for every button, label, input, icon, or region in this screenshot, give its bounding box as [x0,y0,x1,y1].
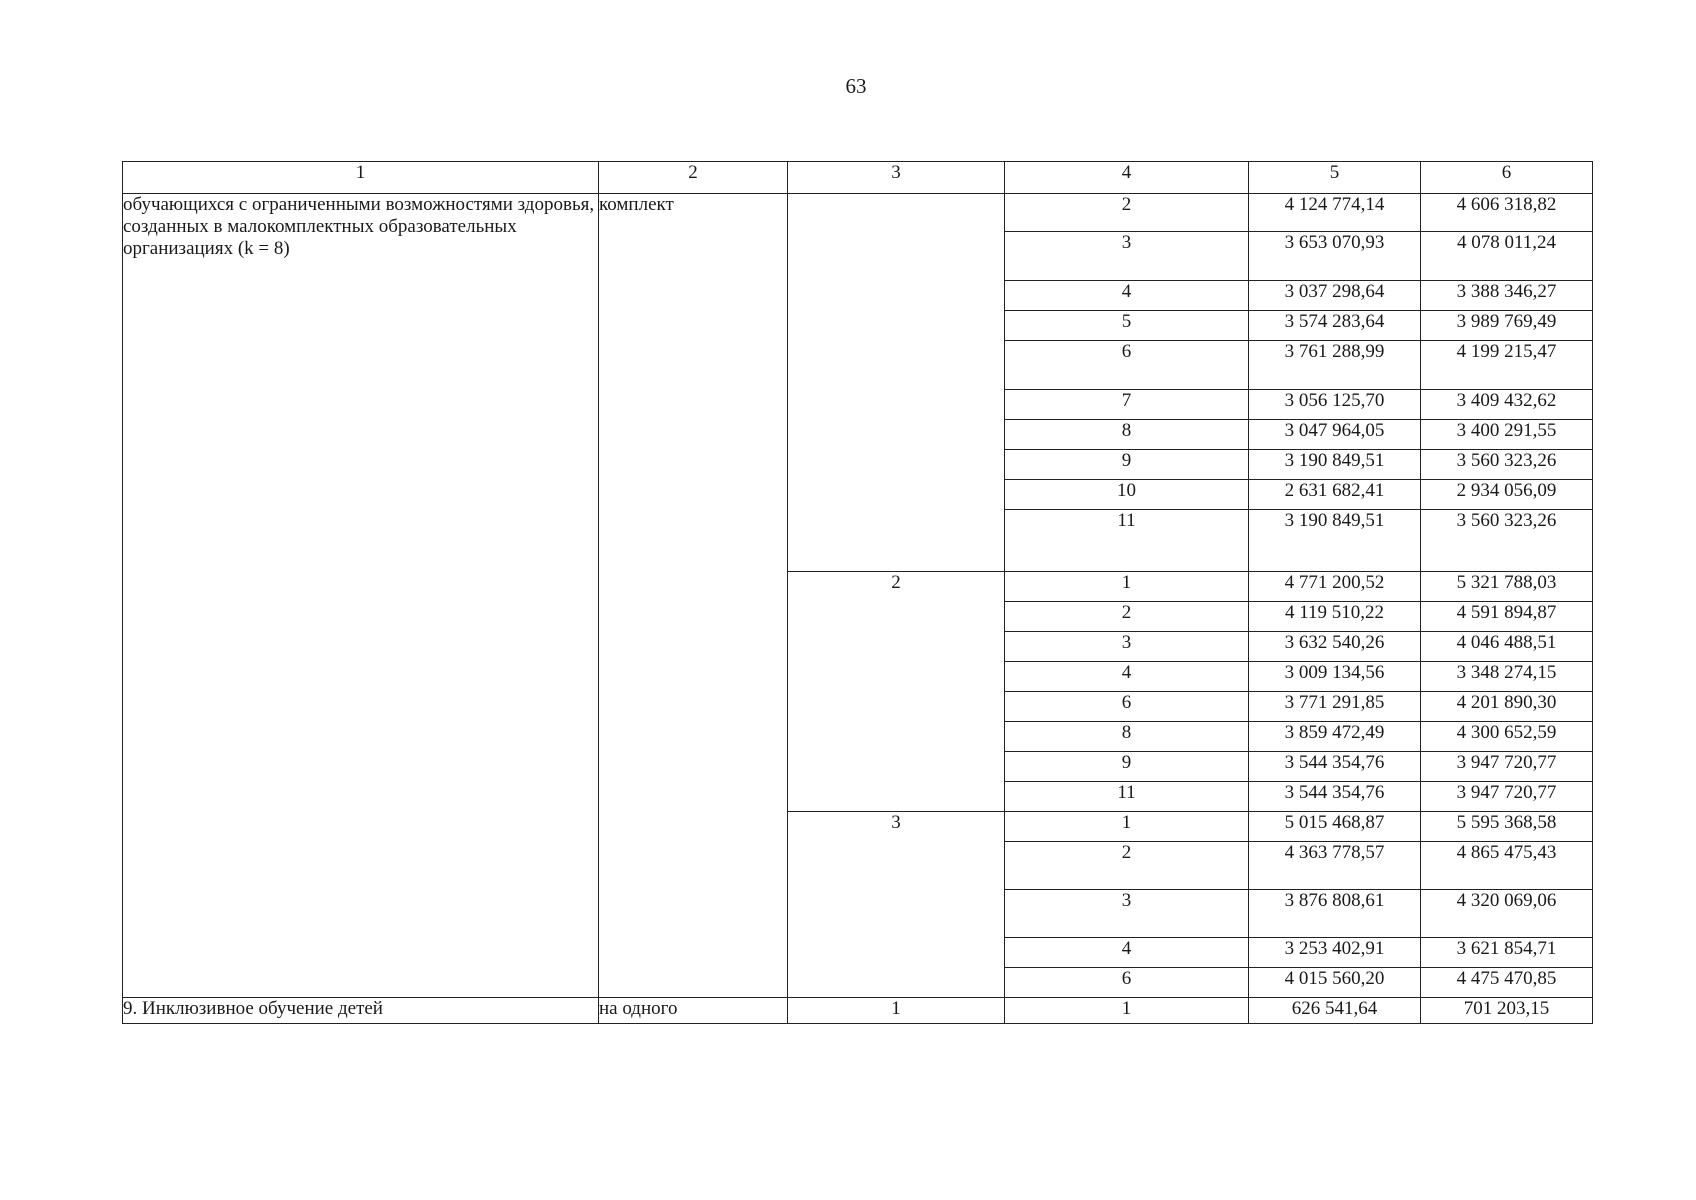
value-cell-5: 3 653 070,93 [1249,232,1421,281]
group-cell [788,194,1005,572]
group-cell: 1 [788,998,1005,1024]
number-cell: 3 [1005,890,1249,938]
value-cell-5: 4 015 560,20 [1249,968,1421,998]
page-number: 63 [845,74,867,98]
value-cell-5: 3 574 283,64 [1249,311,1421,341]
number-cell: 9 [1005,450,1249,480]
value-cell-5: 4 771 200,52 [1249,572,1421,602]
number-cell: 8 [1005,420,1249,450]
value-cell-5: 3 047 964,05 [1249,420,1421,450]
number-cell: 4 [1005,938,1249,968]
value-cell-6: 3 621 854,71 [1421,938,1593,968]
value-cell-5: 3 632 540,26 [1249,632,1421,662]
number-cell: 8 [1005,722,1249,752]
number-cell: 6 [1005,341,1249,390]
value-cell-6: 5 321 788,03 [1421,572,1593,602]
number-cell: 6 [1005,692,1249,722]
header-cell-3: 3 [788,162,1005,194]
value-cell-6: 3 989 769,49 [1421,311,1593,341]
description-cell: обучающихся с ограниченными возможностями здоровья, созданных в малокомплектных образовательных организациях (k = 8) [123,194,599,998]
header-row [123,162,1593,194]
number-cell: 7 [1005,390,1249,420]
table-row [123,194,1593,232]
value-cell-6: 4 475 470,85 [1421,968,1593,998]
value-cell-6: 3 409 432,62 [1421,390,1593,420]
table-row-last [123,998,1593,1024]
header-cell-5: 5 [1249,162,1421,194]
value-cell-6: 4 865 475,43 [1421,842,1593,890]
value-cell-6: 2 934 056,09 [1421,480,1593,510]
number-cell: 4 [1005,281,1249,311]
number-cell: 3 [1005,632,1249,662]
value-cell-6: 3 560 323,26 [1421,510,1593,572]
tariff-table [122,161,1593,1024]
number-cell: 10 [1005,480,1249,510]
value-cell-5: 2 631 682,41 [1249,480,1421,510]
value-cell-5: 4 119 510,22 [1249,602,1421,632]
value-cell-5: 3 761 288,99 [1249,341,1421,390]
value-cell-6: 4 199 215,47 [1421,341,1593,390]
value-cell-6: 3 348 274,15 [1421,662,1593,692]
value-cell-5: 3 190 849,51 [1249,510,1421,572]
value-cell-5: 5 015 468,87 [1249,812,1421,842]
number-cell: 1 [1005,572,1249,602]
value-cell-6: 3 388 346,27 [1421,281,1593,311]
number-cell: 11 [1005,782,1249,812]
value-cell-6: 4 591 894,87 [1421,602,1593,632]
description-cell: 9. Инклюзивное обучение детей [123,998,599,1024]
number-cell: 9 [1005,752,1249,782]
value-cell-5: 3 253 402,91 [1249,938,1421,968]
header-cell-2: 2 [599,162,788,194]
value-cell-5: 3 009 134,56 [1249,662,1421,692]
number-cell: 1 [1005,998,1249,1024]
number-cell: 2 [1005,602,1249,632]
value-cell-6: 3 560 323,26 [1421,450,1593,480]
number-cell: 11 [1005,510,1249,572]
unit-cell: на одного [599,998,788,1024]
value-cell-5: 4 124 774,14 [1249,194,1421,232]
value-cell-6: 4 606 318,82 [1421,194,1593,232]
value-cell-6: 4 046 488,51 [1421,632,1593,662]
number-cell: 4 [1005,662,1249,692]
value-cell-6: 701 203,15 [1421,998,1593,1024]
number-cell: 2 [1005,194,1249,232]
value-cell-5: 626 541,64 [1249,998,1421,1024]
value-cell-6: 3 400 291,55 [1421,420,1593,450]
value-cell-5: 3 544 354,76 [1249,782,1421,812]
value-cell-5: 3 190 849,51 [1249,450,1421,480]
header-cell-1: 1 [123,162,599,194]
group-cell: 2 [788,572,1005,812]
value-cell-6: 3 947 720,77 [1421,752,1593,782]
header-cell-4: 4 [1005,162,1249,194]
value-cell-5: 3 544 354,76 [1249,752,1421,782]
value-cell-6: 4 201 890,30 [1421,692,1593,722]
value-cell-5: 3 037 298,64 [1249,281,1421,311]
value-cell-6: 3 947 720,77 [1421,782,1593,812]
value-cell-5: 3 771 291,85 [1249,692,1421,722]
value-cell-5: 4 363 778,57 [1249,842,1421,890]
number-cell: 3 [1005,232,1249,281]
number-cell: 1 [1005,812,1249,842]
value-cell-5: 3 859 472,49 [1249,722,1421,752]
value-cell-5: 3 056 125,70 [1249,390,1421,420]
number-cell: 6 [1005,968,1249,998]
unit-cell: комплект [599,194,788,998]
number-cell: 5 [1005,311,1249,341]
table-body [123,162,1593,1024]
value-cell-5: 3 876 808,61 [1249,890,1421,938]
value-cell-6: 4 320 069,06 [1421,890,1593,938]
value-cell-6: 4 300 652,59 [1421,722,1593,752]
value-cell-6: 4 078 011,24 [1421,232,1593,281]
group-cell: 3 [788,812,1005,998]
value-cell-6: 5 595 368,58 [1421,812,1593,842]
header-cell-6: 6 [1421,162,1593,194]
number-cell: 2 [1005,842,1249,890]
